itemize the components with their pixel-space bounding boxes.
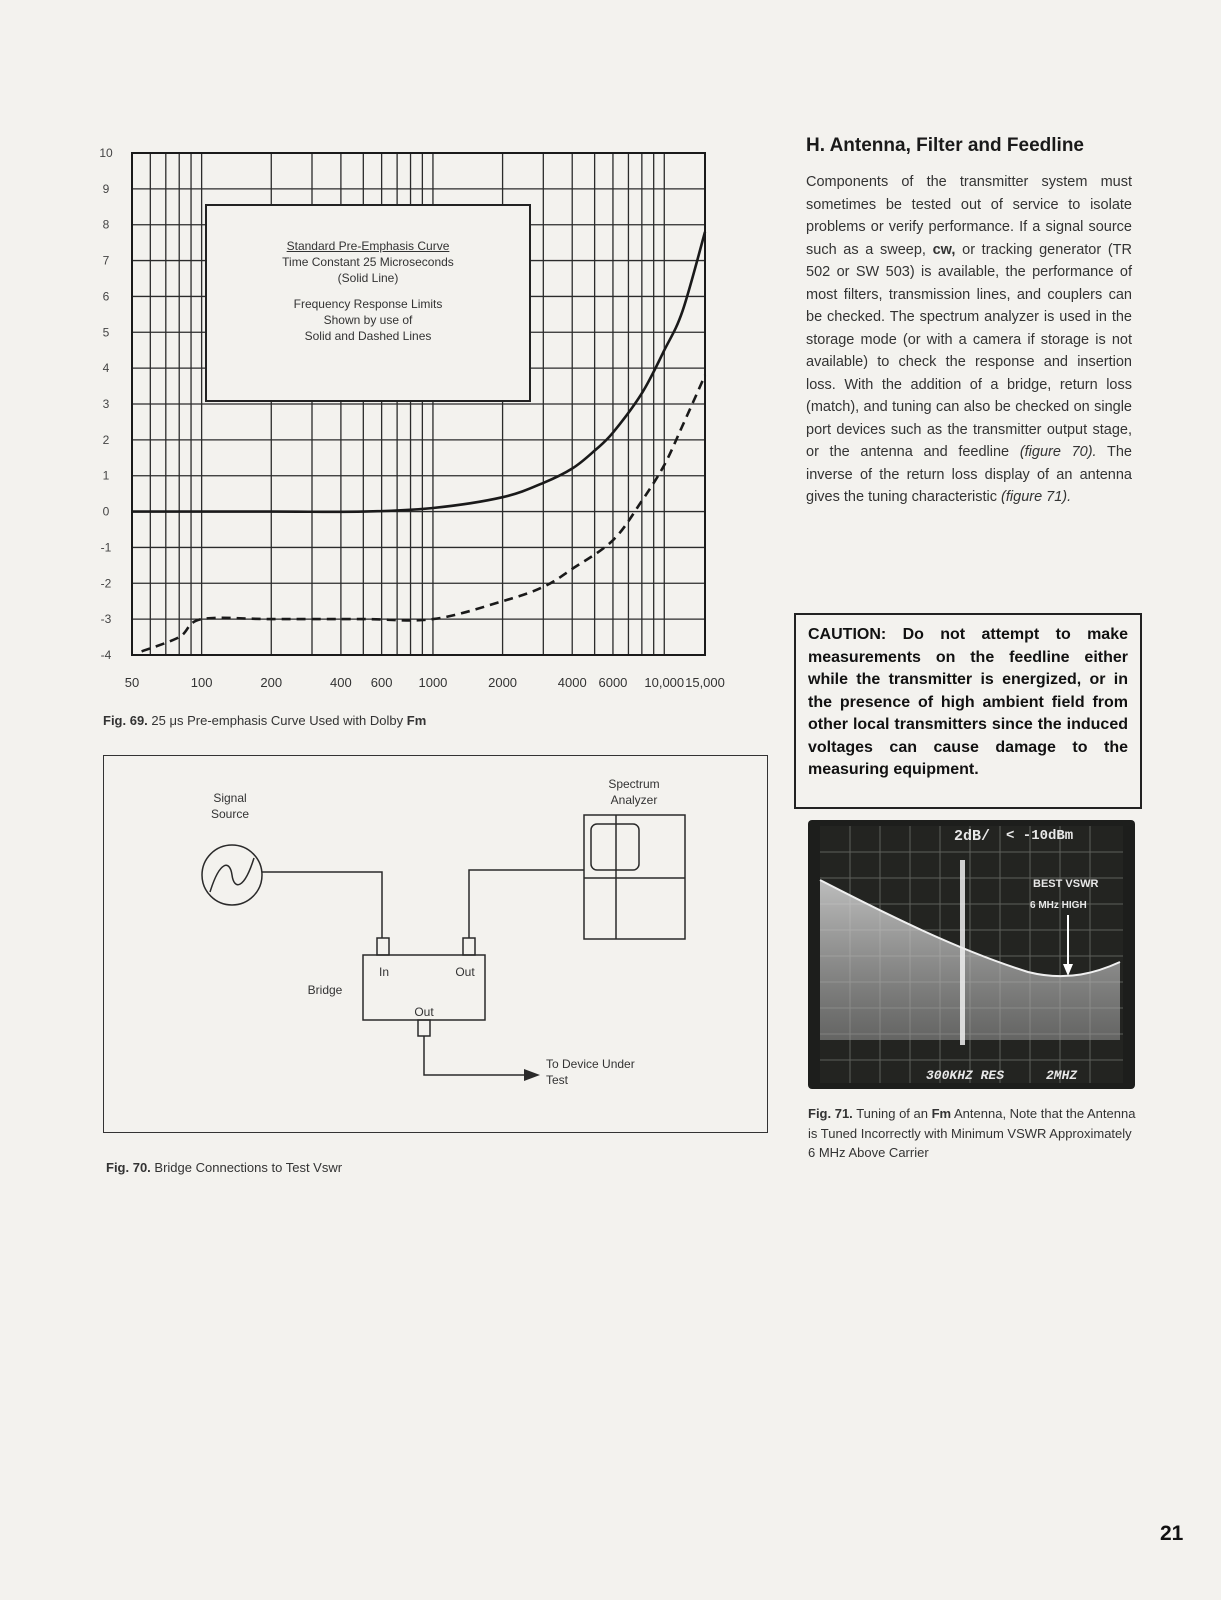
bridge-in-label: In: [378, 965, 389, 979]
spectrum-analyzer-box: [584, 815, 685, 939]
x-tick-label: 6000: [598, 675, 628, 690]
body-cw: cw,: [932, 241, 956, 258]
y-tick-label: 1: [102, 468, 110, 483]
figure-70-text: Bridge Connections to Test Vswr: [154, 1160, 343, 1175]
scope-scale-readout: 2dB/: [954, 828, 991, 845]
device-under-test-label: To Device Under Test: [546, 1057, 635, 1087]
body-ref-fig70: (figure 70).: [1019, 444, 1097, 460]
x-tick-label: 50: [124, 675, 140, 690]
figure-69-emph: Fm: [406, 713, 427, 728]
body-part-3: The inverse of the return loss display of an antenna gives the tuning characteristic: [806, 444, 1132, 505]
legend-line-2: (Solid Line): [337, 271, 399, 285]
x-tick-label: 600: [370, 675, 393, 690]
body-part-1: Components of the transmitter system must sometimes be tested out of service to isolate problems or verify performance. If a signal source such as a sweep,: [806, 174, 1132, 258]
section-heading: H. Antenna, Filter and Feedline: [806, 135, 1084, 156]
x-tick-label: 400: [330, 675, 352, 690]
x-tick-label: 100: [190, 675, 213, 690]
y-tick-label: 3: [102, 397, 110, 411]
legend-line-4: Shown by use of: [323, 313, 413, 327]
body-part-2: or tracking generator (TR 502 or SW 503) is available, the performance of most filters, transmission lines, and couplers can be checked. The spectrum analyzer is used in the storage mode (or with a camera if storage is not available) to check the response and insertion loss. With the addition of a bridge, return loss (match), and tuning can also be checked on single port devices such as the transmitter output stage, or the antenna and feedline: [806, 241, 1133, 460]
y-tick-label: -2: [100, 576, 112, 591]
x-tick-label: 1000: [418, 675, 448, 690]
figure-71-caption: [808, 1104, 1138, 1163]
bridge-out-right-label: Out: [455, 965, 475, 979]
x-tick-label: 10,000: [644, 675, 685, 690]
figure-71-text-post: Antenna, Note that the Antenna is Tuned Incorrectly with Minimum VSWR Approximately 6 MHz Above Carrier: [808, 1106, 1136, 1160]
y-tick-label: 10: [99, 146, 113, 160]
figure-71-text-pre: Tuning of an: [856, 1106, 928, 1121]
legend-title: Standard Pre-Emphasis Curve: [286, 239, 450, 253]
scope-reference-readout: < -10dBm: [1006, 828, 1074, 844]
x-tick-label: 15,000: [685, 675, 725, 690]
sine-icon: [210, 858, 254, 892]
caution-text: CAUTION: Do not attempt to make measurements on the feedline either while the transmitter is energized, or in the presence of high ambient field from other local transmitters since the induced voltages can cause damage to the measuring equipment.: [808, 626, 1128, 778]
y-tick-label: 0: [102, 504, 110, 519]
figure-71-emph: Fm: [931, 1106, 952, 1121]
x-tick-label: 2000: [488, 675, 518, 690]
spectrum-analyzer-label: Spectrum Analyzer: [608, 777, 660, 807]
y-tick-label: 5: [102, 325, 110, 340]
figure-69-text: 25 μs Pre-emphasis Curve Used with Dolby: [151, 713, 404, 728]
bridge-label: Bridge: [307, 983, 343, 997]
figure-69-caption: [103, 713, 426, 728]
figure-71-label: Fig. 71.: [808, 1106, 853, 1121]
signal-source-label: Signal Source: [210, 791, 250, 821]
figure-70-label: Fig. 70.: [106, 1160, 151, 1175]
figure-69-label: Fig. 69.: [103, 713, 148, 728]
caution-box: [794, 613, 1142, 809]
y-tick-label: -4: [100, 648, 112, 662]
section-body: [806, 171, 1132, 509]
page-number: 21: [1160, 1522, 1184, 1545]
x-tick-labels: [125, 675, 725, 690]
scope-annotation-6mhz: 6 MHz HIGH: [1030, 900, 1087, 911]
legend-line-3: Frequency Response Limits: [293, 297, 443, 311]
arrow-head-icon: [524, 1069, 540, 1081]
y-tick-labels: [99, 146, 113, 662]
y-tick-label: 8: [102, 217, 110, 232]
scope-annotation-best-vswr: BEST VSWR: [1033, 878, 1099, 890]
scope-graticule: [808, 820, 1135, 1089]
scope-span-readout: 2MHZ: [1046, 1068, 1078, 1083]
spectrum-analyzer-display-photo: [808, 820, 1135, 1089]
y-tick-label: -3: [100, 612, 112, 627]
body-ref-fig71: (figure 71).: [1001, 489, 1072, 505]
y-tick-label: 7: [102, 253, 110, 268]
chart-legend-box: [205, 204, 531, 402]
y-tick-label: 9: [102, 181, 110, 196]
figure-70-caption: [106, 1160, 342, 1175]
y-tick-label: 4: [102, 361, 110, 376]
bridge-out-bottom-label: Out: [414, 1005, 434, 1019]
y-tick-label: 2: [102, 432, 110, 447]
scope-resolution-readout: 300KHZ RES: [926, 1068, 1005, 1083]
x-tick-label: 4000: [557, 675, 587, 690]
legend-line-5: Solid and Dashed Lines: [304, 329, 432, 343]
dashed-limit-curve: [142, 375, 705, 651]
legend-line-1: Time Constant 25 Microseconds: [282, 255, 454, 269]
y-tick-label: 6: [102, 289, 110, 304]
y-tick-label: -1: [100, 540, 112, 555]
x-tick-label: 200: [260, 675, 283, 690]
